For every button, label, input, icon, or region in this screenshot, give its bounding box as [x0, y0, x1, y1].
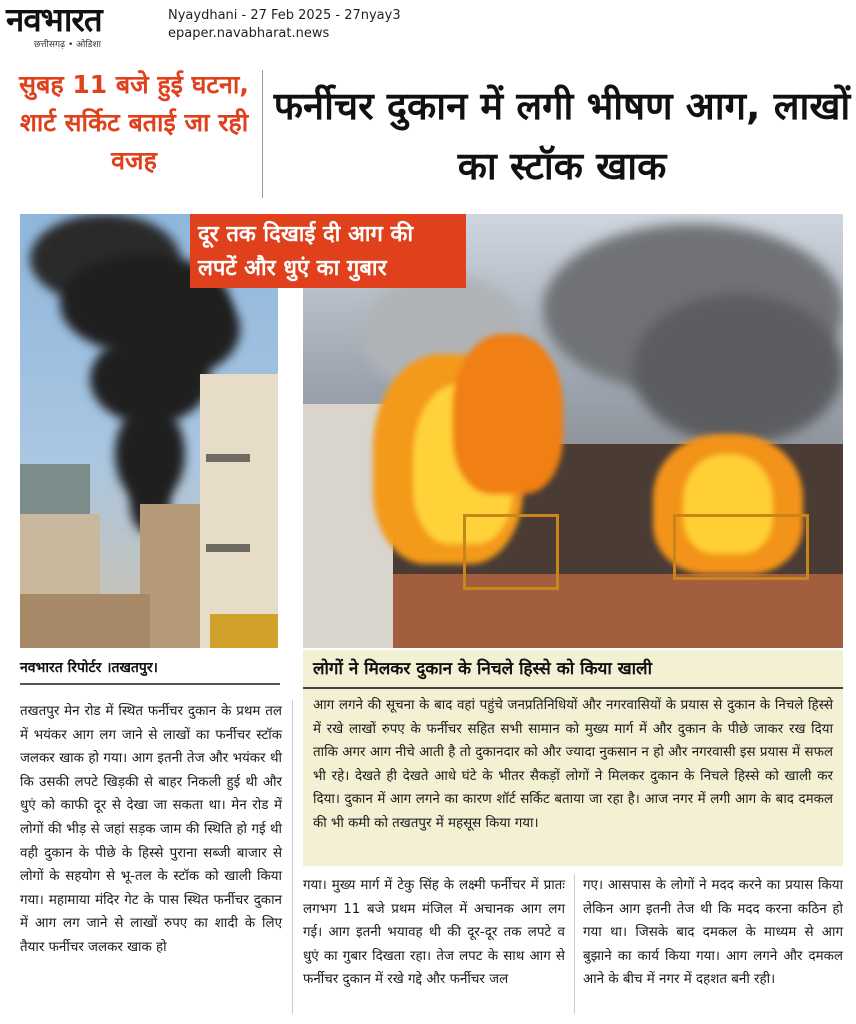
kicker-subheadline: सुबह 11 बजे हुई घटना, शार्ट सर्किट बताई जा रही वजह — [19, 70, 249, 175]
masthead — [0, 0, 856, 50]
body-column-right: गए। आसपास के लोगों ने मदद करने का प्रयास किया लेकिन आग इतनी तेज थी कि मदद करना कठिन हो गया था। जिसके बाद दमकल के माध्यम से आग बुझाने का कार्य किया गया। आग लगने और दमकल आने के बीच में नगर में दहशत बनी रही। — [583, 878, 843, 988]
byline: नवभारत रिपोर्टर ।तखतपुर। — [20, 660, 158, 676]
body-column-middle: गया। मुख्य मार्ग में टेकु सिंह के लक्ष्मी फर्नीचर में प्रातः लगभग 11 बजे प्रथम मंजिल में अचानक आग लग गई। आग इतनी भयावह थी की दूर-दूर तक लपटे व धुएं का गुबार दिखता रहा। तेज लपट के साथ आग से फर्नीचर दुकान में रखे गद्दे और फर्नीचर जल — [303, 878, 565, 988]
sidebar-story-text: आग लगने की सूचना के बाद वहां पहुंचे जनप्रतिनिधियों और नगरवासियों के प्रयास से दुकान के निचले हिस्से में रखे लाखों रुपए के फर्नीचर सहित सभी सामान को मुख्य मार्ग में और दुकान के पीछे जाकर रख दिया ताकि अगर आग नीचे आती है तो दुकानदार को और ज्यादा नुकसान न हो और नगरवासी इस प्रयास में सफल भी रहे। देखते ही देखते आधे घंटे के भीतर सैकड़ों लोगों ने मिलकर दुकान के निचले हिस्से को खाली कर दिया। दुकान में आग लगने का कारण शॉर्ट सर्किट बताया जा रहा है। आज नगर में लगी आग के बाद दमकल की भी कमी को तखतपुर में महसूस किया गया। — [313, 698, 833, 831]
sidebar-story-box — [303, 650, 843, 866]
dateline: Nyaydhani - 27 Feb 2025 - 27nyay3 — [168, 8, 401, 23]
newspaper-logo: नवभारत — [6, 0, 102, 39]
body-column-left: तखतपुर मेन रोड में स्थित फर्नीचर दुकान के प्रथम तल में भयंकर आग लग जाने से लाखों का फर्नीचर स्टॉक जलकर खाक हो गया। आग इतनी तेज और भयंकर थी कि उसकी लपटे खिड़की से बाहर निकली हुई थी और धुएं को काफी दूर से देखा जा सकता था। मेन रोड में लोगों की भीड़ से जहां सड़क जाम की स्थिति हो गई थी वही दुकान के पीछे के हिस्से पुराना सब्जी बाजार से लोगों के सहयोग से भू-तल के स्टॉक को खाली किया गया। महामाया मंदिर गेट के पास स्थित फर्नीचर दुकान में आग लग जाने से लाखों रुपए का शादी के लिए तैयार फर्नीचर जलकर खाक हो — [20, 704, 282, 955]
sidebar-story-rule — [303, 687, 843, 689]
column-divider — [292, 700, 293, 1014]
byline-rule — [20, 683, 280, 685]
edition-label: छत्तीसगढ़ • ओडिशा — [34, 40, 101, 50]
photo-callout: दूर तक दिखाई दी आग की लपटें और धुएं का गुबार — [190, 214, 466, 288]
divider — [262, 70, 263, 198]
website-link[interactable]: epaper.navabharat.news — [168, 26, 330, 41]
sidebar-story-title: लोगों ने मिलकर दुकान के निचले हिस्से को किया खाली — [313, 659, 652, 679]
column-divider — [574, 874, 575, 1014]
article-headline: फर्नीचर दुकान में लगी भीषण आग, लाखों का स्टॉक खाक — [273, 84, 851, 188]
